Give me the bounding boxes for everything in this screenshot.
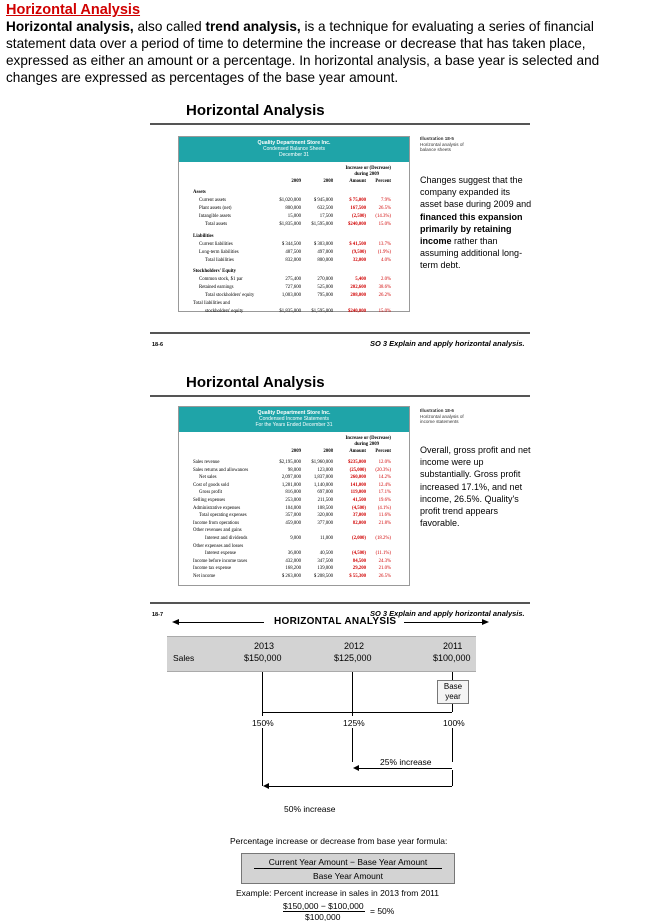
row-label: Plant assets (net) xyxy=(199,206,232,212)
increase-50-label: 50% increase xyxy=(284,804,336,814)
row-value: 141,000 xyxy=(350,482,366,488)
row-value: $ 303,000 xyxy=(313,241,333,247)
slide-income-statement xyxy=(150,366,530,628)
company-name: Quality Department Store Inc. xyxy=(257,410,331,416)
row-label: Stockholders' Equity xyxy=(193,268,237,274)
table-row xyxy=(179,498,409,504)
row-value: $ 75,000 xyxy=(349,198,366,204)
increase-25-label: 25% increase xyxy=(380,757,432,767)
percent-axis xyxy=(262,712,452,713)
arrowhead-25 xyxy=(353,765,359,771)
row-value: 800,000 xyxy=(285,206,301,212)
row-value: 40,500 xyxy=(319,551,333,557)
table-row xyxy=(179,301,409,307)
table-row xyxy=(179,258,409,264)
table-header-banner xyxy=(179,407,409,432)
row-label: Interest expense xyxy=(205,551,237,557)
table-row xyxy=(179,528,409,534)
table-row xyxy=(179,206,409,212)
row-value: 497,000 xyxy=(317,249,333,255)
title-arrow-line-left xyxy=(176,622,264,623)
row-label: Interest and dividends xyxy=(205,536,248,541)
change-heading-year: during 2009 xyxy=(354,442,379,447)
row-value: 1,281,000 xyxy=(281,482,301,488)
sales-band xyxy=(167,636,476,672)
arrow-50-line xyxy=(268,786,452,787)
row-value: 38.6% xyxy=(378,285,391,291)
income-statement-body xyxy=(179,432,409,588)
row-label: Sales returns and allowances xyxy=(193,467,249,473)
row-value: 1,140,000 xyxy=(313,482,333,488)
formula-numerator: Current Year Amount − Base Year Amount xyxy=(268,857,428,867)
row-value: 84,500 xyxy=(352,558,366,564)
row-value: 26.2% xyxy=(378,293,391,299)
amount-2011: $100,000 xyxy=(433,653,471,663)
row-value: 697,000 xyxy=(317,490,333,496)
row-value: $1,835,000 xyxy=(279,222,301,228)
table-row xyxy=(179,234,409,240)
row-value: $ 344,500 xyxy=(281,241,301,247)
row-value: $1,020,000 xyxy=(279,198,301,204)
example-denominator: $100,000 xyxy=(305,912,341,922)
formula-denominator: Base Year Amount xyxy=(313,871,383,881)
example-result: = 50% xyxy=(370,906,395,916)
row-value: 168,200 xyxy=(285,566,301,572)
row-value: 19.6% xyxy=(378,498,391,503)
table-row xyxy=(179,475,409,481)
slide-divider xyxy=(150,332,530,334)
row-value: (20.3%) xyxy=(375,467,391,473)
row-value: 459,000 xyxy=(285,520,301,526)
row-value: (25,000) xyxy=(349,467,366,473)
slide-divider xyxy=(150,123,530,125)
illustration-caption xyxy=(420,136,464,153)
row-label: Selling expenses xyxy=(193,498,226,503)
row-label: Retained earnings xyxy=(199,285,234,291)
example-title: Example: Percent increase in sales in 2013 from 2011 xyxy=(236,888,440,898)
row-value: 15.0% xyxy=(378,222,391,228)
illustration-label: Illustration 18-5 xyxy=(420,136,454,141)
slide-balance-sheet xyxy=(150,96,530,358)
row-value: (18.2%) xyxy=(375,536,391,541)
row-value: 14.2% xyxy=(378,475,391,481)
year-2011: 2011 xyxy=(443,641,463,651)
table-row xyxy=(179,468,409,474)
table-row xyxy=(179,521,409,527)
illustration-caption xyxy=(420,408,464,425)
row-label: Gross profit xyxy=(199,490,223,496)
table-row xyxy=(179,190,409,196)
row-value: $1,595,000 xyxy=(311,309,333,315)
row-value: $ 263,800 xyxy=(281,574,301,579)
row-value: 12.4% xyxy=(378,482,391,488)
column-header: 2008 xyxy=(323,449,333,454)
formula-fraction-bar xyxy=(254,868,442,869)
row-value: 795,000 xyxy=(317,293,333,299)
row-value: 37,000 xyxy=(352,513,366,519)
illustration-caption-line: Horizontal analysis of xyxy=(420,141,464,147)
row-value: 15,000 xyxy=(287,214,301,220)
learning-objective: SO 3 Explain and apply horizontal analysis. xyxy=(370,609,525,618)
row-value: $240,000 xyxy=(348,222,366,228)
row-label: Long-term liabilities xyxy=(199,249,239,255)
intro-text-1: also called xyxy=(133,19,206,34)
slide-divider xyxy=(150,602,530,604)
row-label: Income before income taxes xyxy=(193,558,248,564)
row-value: (4.1%) xyxy=(377,505,391,511)
row-value: (4,500) xyxy=(352,505,366,511)
table-row xyxy=(179,222,409,228)
table-row xyxy=(179,551,409,557)
title-arrow-line-right xyxy=(404,622,484,623)
table-row xyxy=(179,490,409,496)
arrowhead-50 xyxy=(263,783,269,789)
row-value: 202,600 xyxy=(350,285,366,291)
row-value: 11.6% xyxy=(378,513,391,519)
row-value: 26.5% xyxy=(378,206,391,212)
change-heading: Increase or (Decrease) xyxy=(345,436,391,441)
row-value: $ 55,300 xyxy=(349,574,366,579)
bracket-50-left xyxy=(262,728,263,786)
row-label: Total assets xyxy=(205,222,228,228)
row-value: 2,097,000 xyxy=(281,475,301,481)
table-row xyxy=(179,293,409,299)
row-value: 260,000 xyxy=(350,475,366,481)
balance-sheet-table xyxy=(178,136,410,315)
row-value: 320,000 xyxy=(317,513,333,519)
row-value: (11.1%) xyxy=(375,551,391,557)
slide-number: 18-7 xyxy=(152,612,164,618)
arrow-25-line xyxy=(358,768,452,769)
title-arrowhead-right xyxy=(482,619,489,625)
row-value: 13.7% xyxy=(378,241,391,247)
row-label: Liabilities xyxy=(193,233,214,239)
row-label-sales: Sales xyxy=(173,653,195,663)
row-value: 9,000 xyxy=(290,536,301,541)
row-value: 727,600 xyxy=(285,285,301,291)
row-value: 119,000 xyxy=(350,490,366,496)
slide-commentary xyxy=(420,174,532,272)
row-value: (4,500) xyxy=(352,551,366,557)
row-label: Net sales xyxy=(199,475,217,481)
row-value: 104,000 xyxy=(285,505,301,511)
row-value: 432,000 xyxy=(285,558,301,564)
row-value: (1.9%) xyxy=(377,249,391,255)
company-name: Quality Department Store Inc. xyxy=(257,140,331,146)
row-value: 1,837,000 xyxy=(313,475,333,481)
tick-2013 xyxy=(262,672,263,716)
commentary-bold: financed this expansion primarily by retaining income xyxy=(420,211,523,247)
intro-text-2: is a technique for evaluating a series of financial statement data over a period of time to determine the increase or decrease that has taken place, expressed as either an amount or a percentage. In horizontal analysis, a base year is selected and changes are expressed as percentages of the base year amount. xyxy=(6,19,600,85)
row-value: 800,000 xyxy=(317,257,333,263)
row-label: Total liabilities xyxy=(205,257,234,263)
change-heading: Increase or (Decrease) xyxy=(345,166,391,171)
table-row xyxy=(179,574,409,580)
row-value: 7.9% xyxy=(381,198,391,204)
change-heading-year: during 2009 xyxy=(354,172,379,177)
table-row xyxy=(179,566,409,572)
table-row xyxy=(179,277,409,283)
row-value: 253,000 xyxy=(285,498,301,503)
statement-date: December 31 xyxy=(278,152,309,158)
row-label: stockholders' equity xyxy=(205,309,244,315)
formula-box xyxy=(241,853,455,884)
tick-2012 xyxy=(352,672,353,716)
row-value: 347,500 xyxy=(317,558,333,564)
percent-2012: 125% xyxy=(343,718,365,728)
table-row xyxy=(179,250,409,256)
row-value: 632,500 xyxy=(317,206,333,212)
row-label: Income tax expense xyxy=(193,566,232,572)
table-row xyxy=(179,214,409,220)
slide-title: Horizontal Analysis xyxy=(186,374,325,391)
learning-objective: SO 3 Explain and apply horizontal analysis. xyxy=(370,339,525,348)
row-label: Administrative expenses xyxy=(193,505,241,511)
row-value: 832,000 xyxy=(285,257,301,263)
row-value: 139,000 xyxy=(317,566,333,572)
table-row xyxy=(179,559,409,565)
row-value: 357,000 xyxy=(285,513,301,519)
illustration-caption-line: balance sheets xyxy=(420,147,451,152)
amount-2012: $125,000 xyxy=(334,653,372,663)
row-value: $1,960,000 xyxy=(311,460,333,465)
slide-number: 18-6 xyxy=(152,342,164,348)
connector-2011-top xyxy=(452,672,453,680)
row-value: 4.0% xyxy=(381,257,391,263)
formula-intro: Percentage increase or decrease from base year formula: xyxy=(230,836,448,846)
base-label-line-1: Base xyxy=(443,682,463,691)
page-title: Horizontal Analysis xyxy=(6,2,141,18)
column-header: 2009 xyxy=(291,449,301,454)
table-row xyxy=(179,269,409,275)
percent-2013: 150% xyxy=(252,718,274,728)
row-value: 377,000 xyxy=(317,520,333,526)
row-value: 17.1% xyxy=(378,490,391,496)
bracket-50-right xyxy=(452,770,453,786)
table-row xyxy=(179,483,409,489)
column-header: Percent xyxy=(375,449,391,454)
row-value: (2,000) xyxy=(352,536,366,541)
row-value: 24.3% xyxy=(378,558,391,564)
table-row xyxy=(179,506,409,512)
row-value: 26.5% xyxy=(378,574,391,579)
row-value: (9,500) xyxy=(352,249,366,255)
illustration-caption-line: income statements xyxy=(420,419,459,424)
row-value: $2,195,000 xyxy=(279,460,301,465)
row-label: Sales revenue xyxy=(193,460,220,465)
row-value: 29,200 xyxy=(352,566,366,572)
row-value: 32,000 xyxy=(352,257,366,263)
row-value: 98,000 xyxy=(287,467,301,473)
intro-bold-term-2: trend analysis, xyxy=(205,19,301,34)
row-value: $240,000 xyxy=(348,309,366,315)
row-label: Other expenses and losses xyxy=(193,543,244,549)
table-row xyxy=(179,198,409,204)
bracket-25-right xyxy=(452,728,453,762)
row-label: Intangible assets xyxy=(199,214,231,220)
row-label: Total operating expenses xyxy=(199,513,247,519)
table-row xyxy=(179,513,409,519)
row-value: (14.3%) xyxy=(375,214,391,220)
intro-paragraph xyxy=(6,18,642,86)
row-value: 167,500 xyxy=(350,206,366,212)
row-label: Current assets xyxy=(199,198,227,204)
table-row xyxy=(179,460,409,466)
commentary-text-1: Changes suggest that the company expanded its asset base during 2009 and xyxy=(420,175,532,210)
row-value: 270,000 xyxy=(317,277,333,282)
row-value: $ 41,500 xyxy=(349,241,366,247)
table-header-banner xyxy=(179,137,409,162)
slide-commentary: Overall, gross profit and net income were up substantially. Gross profit increased 17.1%, and net income, 26.5%. Quality's profit trend appears favorable. xyxy=(420,445,531,529)
row-value: 2.0% xyxy=(381,277,391,282)
row-label: Common stock, $1 par xyxy=(199,277,243,282)
row-value: 123,000 xyxy=(317,467,333,473)
table-row xyxy=(179,309,409,315)
balance-sheet-body xyxy=(179,162,409,314)
statement-name: Condensed Balance Sheets xyxy=(263,146,325,152)
row-label: Net income xyxy=(193,574,216,579)
row-value: (2,500) xyxy=(352,214,366,220)
row-value: 275,400 xyxy=(285,277,301,282)
row-value: 5,400 xyxy=(355,277,366,282)
year-2013: 2013 xyxy=(254,641,275,651)
row-value: 1,003,000 xyxy=(281,293,301,299)
row-value: 12.0% xyxy=(378,460,391,465)
row-value: 525,000 xyxy=(317,285,333,291)
illustration-caption-line: Horizontal analysis of xyxy=(420,413,464,419)
bracket-25-left xyxy=(352,728,353,762)
row-label: Other revenues and gains xyxy=(193,528,242,534)
row-label: Current liabilities xyxy=(199,241,233,247)
statement-name: Condensed Income Statements xyxy=(258,416,330,422)
amount-2013: $150,000 xyxy=(244,653,282,663)
row-label: Income from operations xyxy=(193,520,240,526)
table-row xyxy=(179,242,409,248)
statement-date: For the Years Ended December 31 xyxy=(255,422,333,428)
row-value: 816,000 xyxy=(285,490,301,496)
row-value: 211,500 xyxy=(317,498,333,503)
row-label: Total liabilities and xyxy=(193,301,230,307)
year-2012: 2012 xyxy=(344,641,365,651)
income-statement-table xyxy=(178,406,410,586)
row-label: Total stockholders' equity xyxy=(205,293,255,299)
row-value: $235,000 xyxy=(348,460,366,465)
row-value: $ 208,500 xyxy=(313,574,333,579)
row-value: 17,500 xyxy=(319,214,333,220)
column-header: Amount xyxy=(349,179,366,184)
row-value: $1,835,000 xyxy=(279,309,301,315)
diagram-title: HORIZONTAL ANALYSIS xyxy=(274,616,397,627)
row-label: Cost of goods sold xyxy=(193,482,229,488)
row-label: Assets xyxy=(193,190,206,195)
column-header: Percent xyxy=(375,179,391,184)
row-value: 21.8% xyxy=(378,520,391,526)
intro-bold-term-1: Horizontal analysis, xyxy=(6,19,134,34)
row-value: 208,000 xyxy=(350,293,366,299)
column-header: Amount xyxy=(349,449,366,454)
base-year-box xyxy=(437,680,469,704)
row-value: 36,000 xyxy=(287,551,301,557)
table-row xyxy=(179,544,409,550)
row-value: 108,500 xyxy=(317,505,333,511)
example-numerator: $150,000 − $100,000 xyxy=(283,901,364,911)
row-value: $1,595,000 xyxy=(311,222,333,228)
row-value: 41,500 xyxy=(352,498,366,503)
row-value: 21.0% xyxy=(378,566,391,572)
row-value: 15.0% xyxy=(378,309,391,315)
column-header: 2008 xyxy=(323,179,333,184)
row-value: 11,000 xyxy=(319,536,333,541)
row-value: $ 945,000 xyxy=(313,198,333,204)
base-label-line-2: year xyxy=(445,692,461,701)
title-arrowhead-left xyxy=(172,619,179,625)
commentary-text-2: rather than assuming additional long-term debt. xyxy=(420,236,523,271)
percent-2011: 100% xyxy=(443,718,465,728)
slide-divider xyxy=(150,395,530,397)
table-row xyxy=(179,536,409,542)
connector-2011-bottom xyxy=(452,704,453,712)
row-value: 82,000 xyxy=(352,520,366,526)
slide-title: Horizontal Analysis xyxy=(186,102,325,119)
illustration-label: Illustration 18-6 xyxy=(420,408,454,413)
column-header: 2009 xyxy=(291,179,301,184)
row-value: 487,500 xyxy=(285,249,301,255)
table-row xyxy=(179,285,409,291)
